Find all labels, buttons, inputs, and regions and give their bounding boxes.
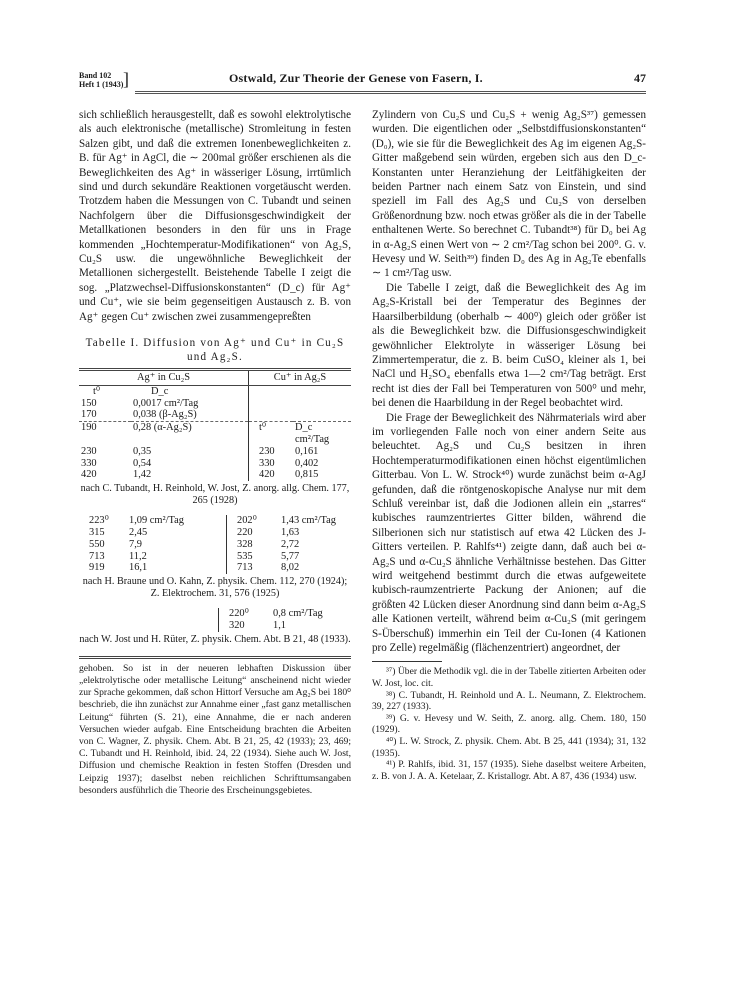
table-cell: 919 xyxy=(89,562,105,574)
table-cell: 16,1 xyxy=(127,562,227,574)
table-cell: 330 xyxy=(259,457,275,469)
footnote: ⁴⁰) L. W. Strock, Z. physik. Chem. Abt. B 25, 441 (1934); 31, 132 (1935). xyxy=(372,736,646,759)
body-paragraph: Die Tabelle I zeigt, daß die Beweglichkeit des Ag im Ag₂S-Kristall bei der Temperatur des Beginnes der Haarsilberbildung (oberhalb ∼ 400⁰) gleich oder größer ist als die Beweglichkeit bzw. die Diffusionsgeschwindigkeit gewöhnlicher Elektrolyte in wässeriger Lösung bei Zimmertemperatur, die z. B. beim CuSO₄ kleiner als 1, bei NaCl und H₂SO₄ ebenfalls etwa 1—2 cm²/Tag beträgt. Erst recht ist dies der Fall bei Temperaturen von 500⁰ und mehr, bei denen die Haarbildung in der Regel beobachtet wird. xyxy=(372,281,646,410)
table-row xyxy=(79,562,351,574)
table-cell: 0,54 xyxy=(131,458,249,470)
table-source: nach C. Tubandt, H. Reinhold, W. Jost, Z. anorg. allg. Chem. 177, 265 (1928) xyxy=(80,483,350,507)
table-cell: 5,77 xyxy=(281,550,300,562)
bracket-glyph: ] xyxy=(123,69,129,89)
table-cell: 1,09 cm²/Tag xyxy=(127,515,227,527)
footnote-rule xyxy=(372,661,442,662)
table-cell: 8,02 xyxy=(281,562,300,574)
table-cell: 550 xyxy=(89,538,105,550)
table-cell: 223⁰ xyxy=(89,515,109,527)
table-cell: 0,8 cm²/Tag xyxy=(273,608,323,620)
table-row xyxy=(79,409,351,421)
table-cell: 320 xyxy=(229,620,245,632)
right-column xyxy=(372,108,646,782)
diffusion-table-block-2 xyxy=(79,515,351,574)
table-row xyxy=(79,469,351,481)
diffusion-table xyxy=(79,368,351,481)
footnote-continuation: gehoben. So ist in der neueren lebhaften Diskussion über „elektrolytische oder metallische Leitung“ anscheinend nicht wieder zur Sprache gekommen, daß schon Hittorf Versuche am Ag₂S bei 180⁰ beschrieb, die ihn zunächst zur Annahme einer „fast ganz metallischen Leitung“ führten (S. 21), eine Annahme, die er nach anderen Versuchen wieder aufgab. Eine Entscheidung brachten die Arbeiten von C. Wagner, Z. physik. Chem. Abt. B 21, 25, 42 (1933); 23, 469; C. Tubandt und H. Reinhold, ibid. 24, 22 (1934). Siehe auch W. Jost, Diffusion und chemische Reaktion in festen Stoffen (Dresden und Leipzig 1937); daselbst neben reichlichen Schrifttumsangaben besonders ausführlich die Theorie des Erscheinungsgebietes. xyxy=(79,662,351,796)
table-header-row xyxy=(79,370,351,386)
table-cell: 0,28 (α-Ag₂S) xyxy=(131,422,249,446)
table-cell: 220 xyxy=(237,527,253,539)
table-row xyxy=(79,620,351,632)
issue-label: Heft 1 (1943) xyxy=(79,80,124,89)
footnote: ³⁷) Über die Methodik vgl. die in der Tabelle zitierten Arbeiten oder W. Jost, loc. cit. xyxy=(372,666,646,690)
table-row xyxy=(79,398,351,410)
footnote: ³⁹) G. v. Hevesy und W. Seith, Z. anorg. allg. Chem. 180, 150 (1929). xyxy=(372,712,646,736)
table-cell: 420 xyxy=(259,469,275,481)
table-cell: 0,35 xyxy=(131,446,249,458)
body-paragraph: Die Frage der Beweglichkeit des Nährmaterials wird aber im vorliegenden Falle noch von einer andern Seite aus beleuchtet. Ag₂S und Cu₂S besitzen in ihren Hochtemperaturmodifikationen einen höchst eigentümlichen Gitterbau. Von L. W. Strock⁴⁰) wurde zunächst beim α-AgJ gefunden, daß die röntgenoskopische Analyse nur mit dem Schluß vereinbar ist, daß die Jodionen allein ein „starres“ kubisches raumzentriertes Gitter bilden, während die Silberionen sich nur statistisch auf etwa 42 Lücken des J-Gitters verteilen. P. Rahlfs⁴¹) zeigte dann, daß auch bei α-Ag₂S und α-Cu₂S ähnliche Verhältnisse bestehen. Das Gitter wird weitgehend bestimmt durch die etwas aufgeweitete kubisch-raumzentrierte Packung der Anionen; auf die größten 42 Lücken dieser Anordnung sind dann beim α-Ag₂S alle Kationen verteilt, während beim α-Cu₂S (mit geringem S-Überschuß) immerhin ein Teil der Cu-Ionen (4 Kationen pro Zelle) regelmäßig (flächenzentriert) angeordnet, der xyxy=(372,411,646,655)
table-cell: 1,43 cm²/Tag xyxy=(281,515,336,527)
journal-volume xyxy=(79,69,129,89)
table-row xyxy=(79,422,351,446)
table-cell: 535 xyxy=(237,550,253,562)
table-cell: D_c cm²/Tag xyxy=(295,422,330,446)
volume-label: Band 102 xyxy=(79,71,112,80)
table-cell: 190 xyxy=(81,422,97,434)
footnote: ⁴¹) P. Rahlfs, ibid. 31, 157 (1935). Siehe daselbst weitere Arbeiten, z. B. von J. A. A. Ketelaar, Z. Kristallogr. Abt. A 87, 436 (1934) usw. xyxy=(372,759,646,782)
table-title: Tabelle I. Diffusion von Ag⁺ und Cu⁺ in Cu₂S und Ag₂S. xyxy=(85,337,345,364)
table-cell: 1,1 xyxy=(273,620,286,632)
table-header-cell: Ag⁺ in Cu₂S xyxy=(79,370,249,386)
table-cell: 1,63 xyxy=(281,527,300,539)
table-cell: D_c xyxy=(131,385,249,397)
table-cell: 713 xyxy=(237,562,253,574)
table-cell: 420 xyxy=(81,469,97,481)
table-cell: 202⁰ xyxy=(237,515,257,527)
table-row xyxy=(79,551,351,563)
table-source: nach H. Braune und O. Kahn, Z. physik. Chem. 112, 270 (1924); Z. Elektrochem. 31, 576 (1925) xyxy=(82,576,348,600)
table-cell: 2,72 xyxy=(281,538,300,550)
table-bottom-rule xyxy=(79,656,351,659)
table-row xyxy=(79,385,351,397)
table-header-cell: Cu⁺ in Ag₂S xyxy=(249,370,352,386)
footnote: ³⁸) C. Tubandt, H. Reinhold und A. L. Neumann, Z. Elektrochem. 39, 227 (1933). xyxy=(372,689,646,713)
table-row xyxy=(79,539,351,551)
table-cell: 0,815 xyxy=(295,469,319,481)
table-row xyxy=(79,458,351,470)
diffusion-table-block-3 xyxy=(79,608,351,632)
table-row xyxy=(79,446,351,458)
table-cell: 0,402 xyxy=(295,457,319,469)
table-cell: 170 xyxy=(79,409,131,421)
body-paragraph: Zylindern von Cu₂S und Cu₂S + wenig Ag₂S³⁷) gemessen wurden. Die eigentlichen oder „Selbstdiffusionskonstanten“ (D₀), wie sie für die Beweglichkeit des Ag im eigenen Ag₂S-Gitter maßgebend sein würden, ergeben sich aus den D_c-Konstanten unter Heranziehung der Leitfähigkeiten der beiden Partner nach einem Satz von Einstein, und sind speziell im Fall des Ag₂S und Cu₂S von derselben Größenordnung bzw. noch etwas größer als die in der Tabelle enthaltenen Werte. So berechnet C. Tubandt³⁸) für D₀ bei Ag in α-Ag₂S einen Wert von ∼ 2 cm²/Tag schon bei 200⁰. G. v. Hevesy und W. Seith³⁹) finden D₀ des Ag in Ag₂Te ebenfalls ∼ 1 cm²/Tag usw. xyxy=(372,109,646,280)
table-cell: 330 xyxy=(81,457,97,469)
page-number: 47 xyxy=(634,71,646,85)
table-cell: 0,038 (β-Ag₂S) xyxy=(131,409,249,421)
running-title: Ostwald, Zur Theorie der Genese von Fasern, I. xyxy=(229,71,483,85)
table-cell: 2,45 xyxy=(127,527,227,539)
table-cell: 230 xyxy=(81,445,97,457)
table-row xyxy=(79,608,351,620)
table-cell: 0,161 xyxy=(295,445,319,457)
table-cell: 0,0017 cm²/Tag xyxy=(131,398,249,410)
table-cell: 230 xyxy=(259,445,275,457)
table-cell: 150 xyxy=(81,397,97,409)
table-source: nach W. Jost und H. Rüter, Z. physik. Chem. Abt. B 21, 48 (1933). xyxy=(79,633,351,645)
table-cell: 713 xyxy=(89,550,105,562)
table-cell: 315 xyxy=(89,527,105,539)
table-cell: 1,42 xyxy=(131,469,249,481)
body-paragraph: sich schließlich herausgestellt, daß es sowohl elektrolytische als auch elektronische (metallische) Stromleitung in festen Salzen gibt, und daß die extremen Ionenbeweglichkeiten z. B. für Ag⁺ in AgCl, die ∼ 200mal größer erschienen als die Beweglichkeiten des Ag⁺ in wässeriger Lösung, irrtümlich sind und durch sekundäre Reaktionen vorgetäuscht werden. Trotzdem haben die Messungen von C. Tubandt und seinen Nachfolgern über die Diffusionsgeschwindigkeit der Metallkationen besonders in den für uns in Frage kommenden „Hochtemperatur-Modifikationen“ von Ag₂S, Cu₂S usw. die ungewöhnliche Beweglichkeit der Metallionen sichergestellt. Beistehende Tabelle I zeigt die sog. „Platzwechsel-Diffusionskonstanten“ (D_c) für Ag⁺ und Cu⁺, wie sie beim gegenseitigen Austausch z. B. von Ag⁺ gegen Cu⁺ zwischen zwei zusammengepreßten xyxy=(79,109,351,323)
table-cell: 7,9 xyxy=(127,539,227,551)
table-cell: 328 xyxy=(237,538,253,550)
table-row xyxy=(79,515,351,527)
page-header xyxy=(79,63,646,95)
header-rule xyxy=(135,91,646,94)
left-column xyxy=(79,108,351,797)
table-cell: 11,2 xyxy=(127,551,227,563)
table-cell: t⁰ xyxy=(259,422,267,434)
table-cell: 220⁰ xyxy=(229,608,249,620)
table-row xyxy=(79,527,351,539)
table-cell: t⁰ xyxy=(93,385,101,397)
